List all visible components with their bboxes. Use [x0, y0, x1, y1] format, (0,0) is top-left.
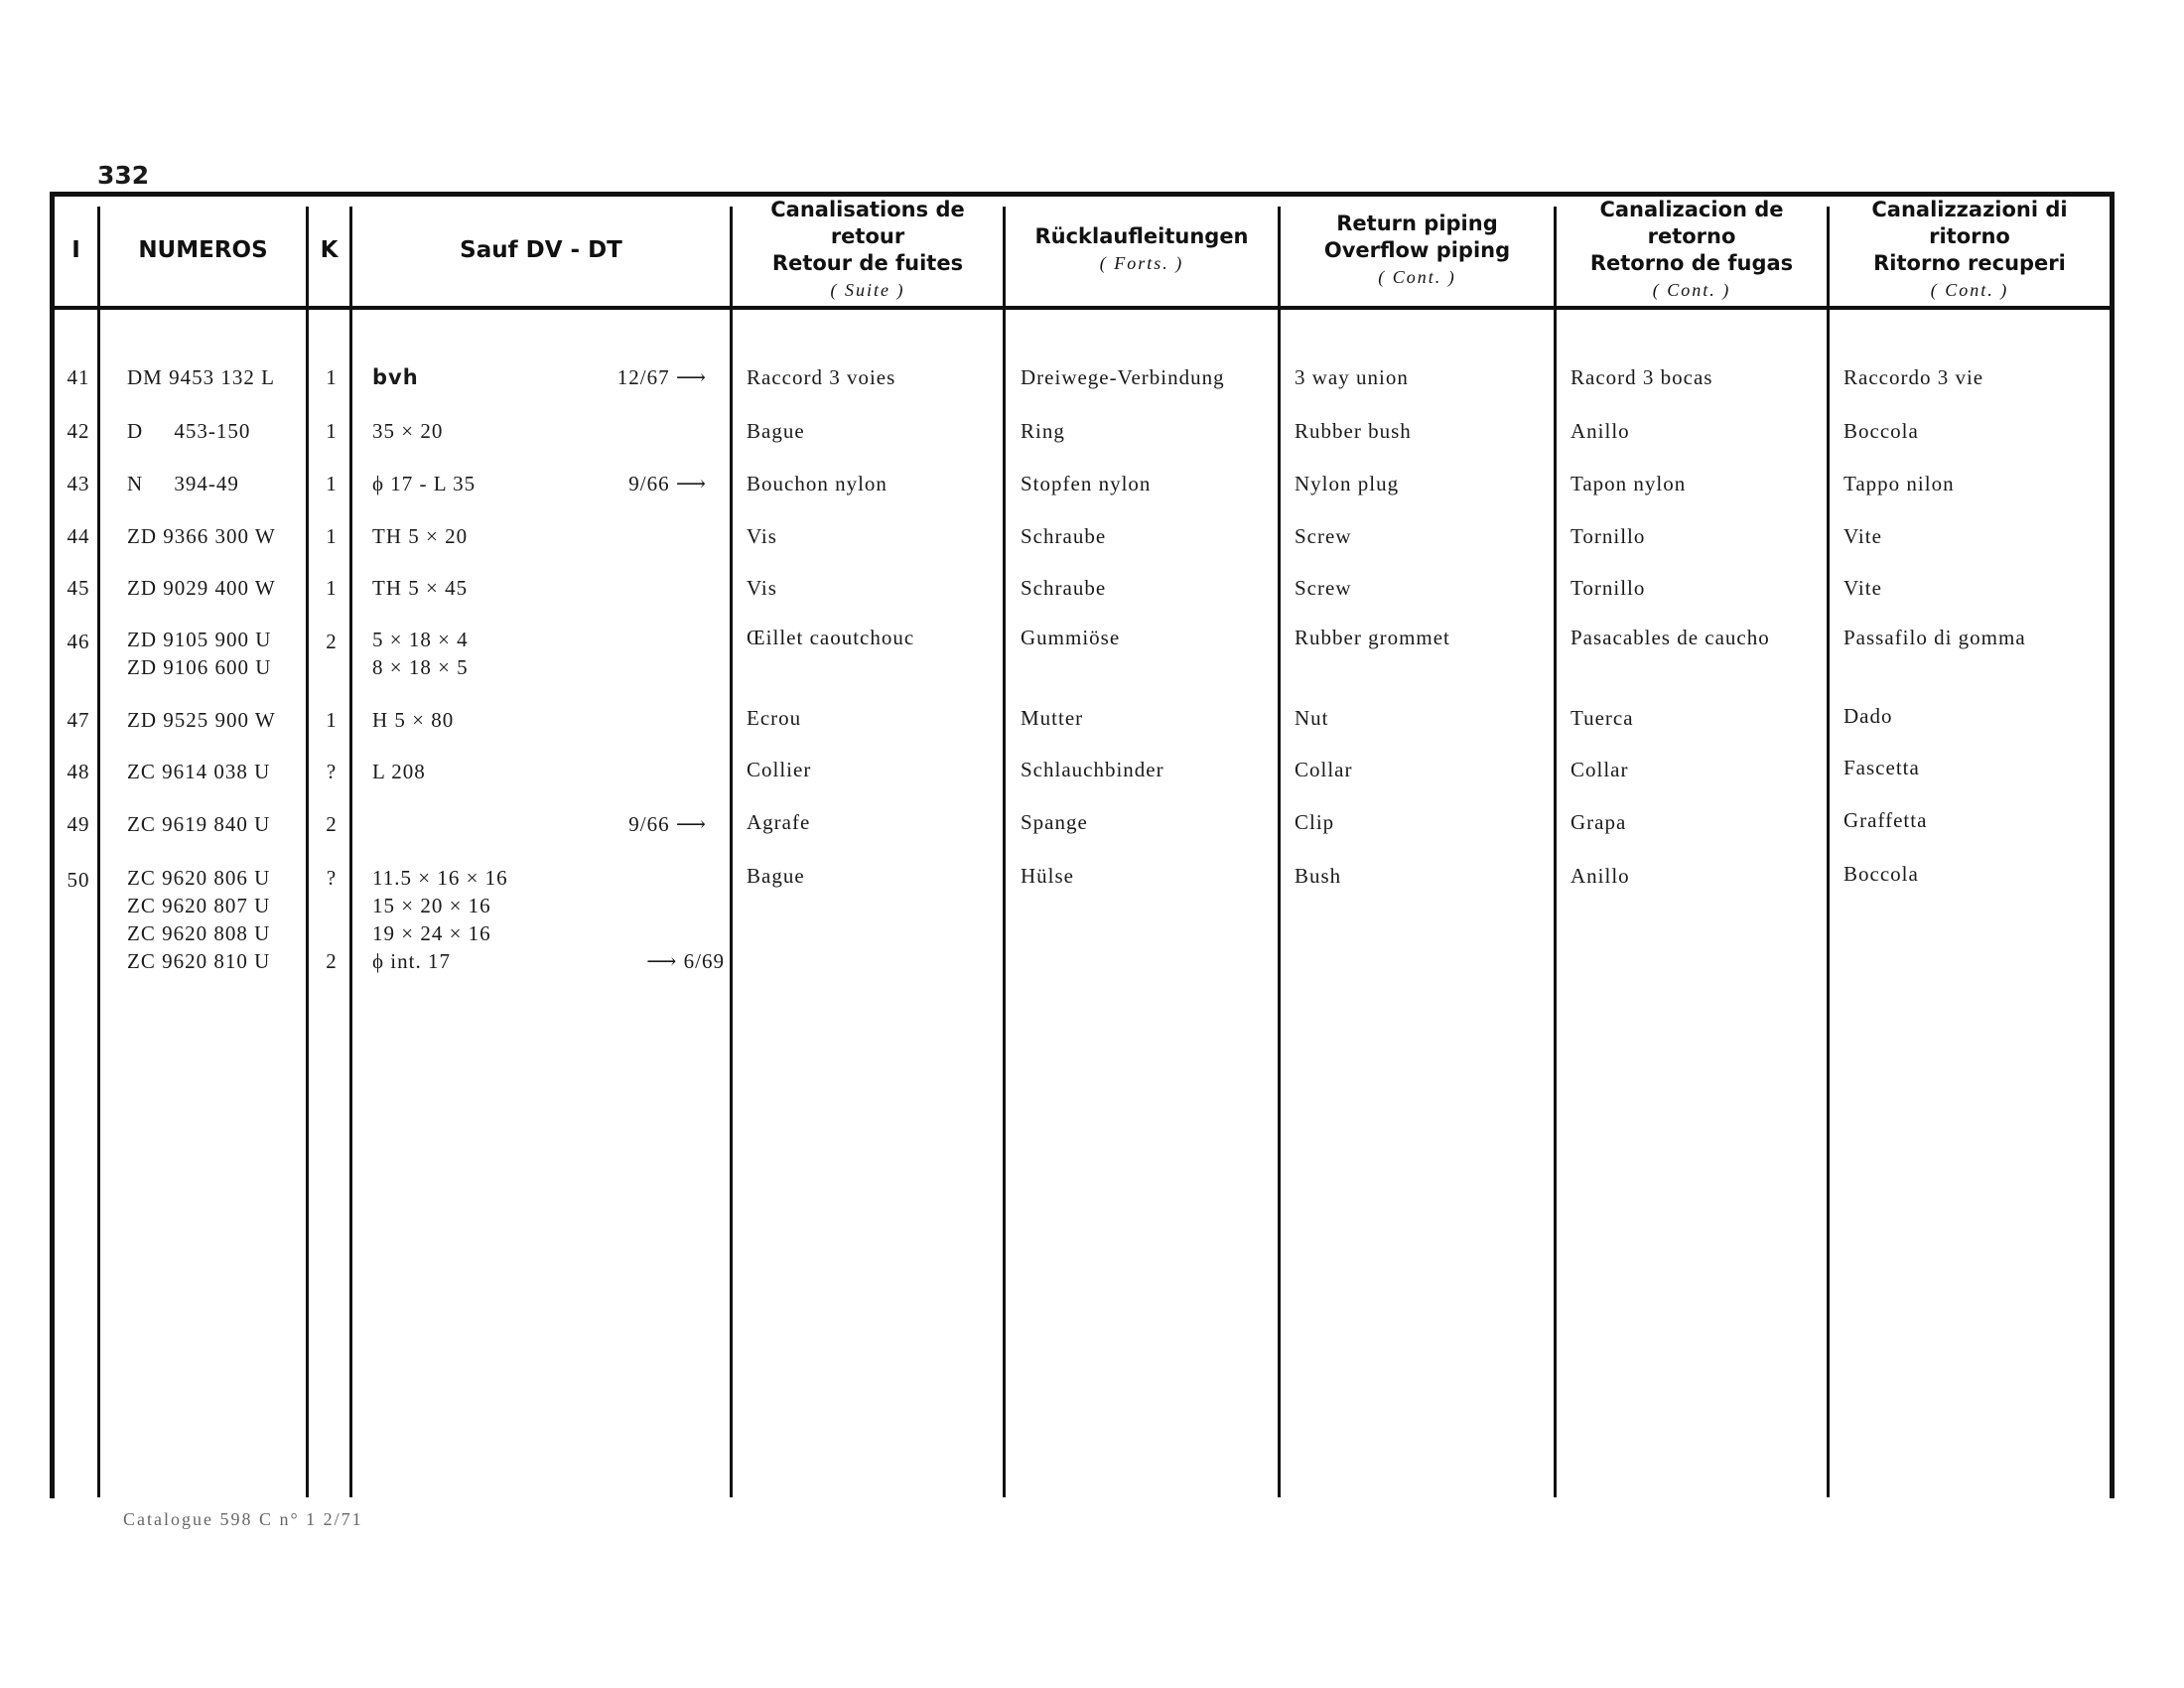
desc-fr: Raccord 3 voies — [747, 365, 896, 389]
header-de: Rücklaufleitungen ( Forts. ) — [1034, 224, 1249, 273]
desc-de: Schlauchbinder — [1021, 758, 1164, 781]
desc-fr: Vis — [747, 524, 777, 548]
header-i: I — [71, 236, 80, 263]
row-index: 46 — [67, 630, 90, 653]
desc-de: Stopfen nylon — [1021, 472, 1152, 495]
quantity: 1 — [326, 419, 338, 443]
row-index: 45 — [67, 576, 90, 600]
quantity: ? — [326, 866, 338, 890]
desc-en: Clip — [1295, 810, 1335, 834]
desc-it: Passafilo di gomma — [1843, 626, 2026, 649]
desc-en: Rubber grommet — [1295, 626, 1450, 649]
part-number: ZD 9106 600 U — [127, 655, 272, 679]
desc-it: Boccola — [1843, 419, 1919, 443]
spec: L 208 — [372, 760, 426, 783]
quantity: 1 — [326, 365, 338, 389]
part-number: ZC 9620 806 U — [127, 866, 271, 890]
quantity: 2 — [326, 630, 338, 653]
row-index: 50 — [67, 868, 90, 892]
desc-es: Grapa — [1570, 810, 1627, 834]
desc-de: Schraube — [1021, 576, 1107, 600]
desc-en: Bush — [1295, 864, 1342, 888]
column-rule — [349, 207, 352, 1497]
desc-it: Vite — [1843, 524, 1882, 548]
desc-it: Tappo nilon — [1843, 472, 1955, 495]
header-fr: Canalisations de retour Retour de fuites ( Suite ) — [770, 198, 965, 300]
header-sauf: Sauf DV - DT — [460, 236, 622, 263]
desc-es: Anillo — [1570, 419, 1630, 443]
column-rule — [1003, 207, 1006, 1497]
spec: 8 × 18 × 5 — [372, 655, 469, 679]
desc-it: Vite — [1843, 576, 1882, 600]
part-number: ZD 9029 400 W — [127, 576, 276, 600]
part-number: ZD 9525 900 W — [127, 708, 276, 732]
desc-fr: Vis — [747, 576, 777, 600]
part-number: ZC 9620 810 U — [127, 949, 271, 973]
desc-fr: Ecrou — [747, 706, 802, 730]
desc-fr: Bague — [747, 419, 805, 443]
desc-de: Hülse — [1021, 864, 1074, 888]
desc-fr: Bague — [747, 864, 805, 888]
desc-fr: Œillet caoutchouc — [747, 626, 915, 649]
date-note: 12/67 ⟶ — [616, 365, 707, 389]
header-it: Canalizzazioni di ritorno Ritorno recuperi ( Cont. ) — [1871, 198, 2068, 300]
desc-de: Spange — [1021, 810, 1088, 834]
header-rule — [50, 306, 2115, 310]
quantity: 1 — [326, 472, 338, 495]
spec: bvh — [372, 365, 419, 389]
column-rule — [306, 207, 309, 1497]
column-rule — [1554, 207, 1557, 1497]
column-rule — [1827, 207, 1830, 1497]
desc-en: Screw — [1295, 524, 1352, 548]
spec: 35 × 20 — [372, 419, 444, 443]
quantity: ? — [326, 760, 338, 783]
spec: 19 × 24 × 16 — [372, 921, 491, 945]
column-rule — [730, 207, 733, 1497]
desc-es: Collar — [1570, 758, 1629, 781]
quantity: 1 — [326, 576, 338, 600]
spec: 5 × 18 × 4 — [372, 628, 469, 651]
desc-es: Tornillo — [1570, 524, 1646, 548]
row-index: 41 — [67, 365, 90, 389]
desc-en: Nut — [1295, 706, 1329, 730]
quantity: 1 — [326, 524, 338, 548]
part-number: D 453-150 — [127, 419, 251, 443]
desc-it: Fascetta — [1843, 756, 1920, 779]
header-es: Canalizacion de retorno Retorno de fugas ( Cont. ) — [1589, 198, 1794, 300]
spec: 15 × 20 × 16 — [372, 894, 491, 917]
date-note: 9/66 ⟶ — [628, 472, 707, 495]
desc-de: Ring — [1021, 419, 1065, 443]
quantity: 1 — [326, 708, 338, 732]
desc-fr: Agrafe — [747, 810, 811, 834]
part-number: ZC 9620 808 U — [127, 921, 271, 945]
date-note: 9/66 ⟶ — [628, 812, 707, 836]
desc-en: Screw — [1295, 576, 1352, 600]
row-index: 47 — [67, 708, 90, 732]
column-rule — [97, 207, 100, 1497]
quantity: 2 — [326, 949, 338, 973]
desc-de: Gummiöse — [1021, 626, 1121, 649]
spec: H 5 × 80 — [372, 708, 455, 732]
part-number: ZC 9620 807 U — [127, 894, 271, 917]
desc-es: Tapon nylon — [1570, 472, 1687, 495]
spec: ϕ 17 - L 35 — [372, 472, 477, 495]
desc-fr: Collier — [747, 758, 812, 781]
desc-es: Tornillo — [1570, 576, 1646, 600]
desc-it: Raccordo 3 vie — [1843, 365, 1984, 389]
desc-en: Nylon plug — [1295, 472, 1400, 495]
desc-es: Racord 3 bocas — [1570, 365, 1713, 389]
desc-en: Rubber bush — [1295, 419, 1412, 443]
desc-de: Schraube — [1021, 524, 1107, 548]
spec: TH 5 × 45 — [372, 576, 469, 600]
desc-en: 3 way union — [1295, 365, 1409, 389]
part-number: ZC 9619 840 U — [127, 812, 271, 836]
spec: TH 5 × 20 — [372, 524, 469, 548]
desc-en: Collar — [1295, 758, 1353, 781]
part-number: N 394-49 — [127, 472, 239, 495]
desc-de: Dreiwege-Verbindung — [1021, 365, 1225, 389]
page-number: 332 — [97, 161, 150, 190]
catalogue-footer: Catalogue 598 C n° 1 2/71 — [123, 1509, 363, 1529]
desc-es: Pasacables de caucho — [1570, 626, 1770, 649]
header-k: K — [320, 236, 339, 263]
row-index: 43 — [67, 472, 90, 495]
spec: ϕ int. 17 — [372, 949, 451, 973]
row-index: 48 — [67, 760, 90, 783]
row-index: 42 — [67, 419, 90, 443]
row-index: 49 — [67, 812, 90, 836]
desc-de: Mutter — [1021, 706, 1084, 730]
date-note: ⟶ 6/69 — [646, 949, 725, 973]
part-number: ZC 9614 038 U — [127, 760, 271, 783]
row-index: 44 — [67, 524, 90, 548]
desc-es: Tuerca — [1570, 706, 1634, 730]
desc-it: Dado — [1843, 704, 1893, 728]
desc-it: Boccola — [1843, 862, 1919, 886]
part-number: DM 9453 132 L — [127, 365, 275, 389]
quantity: 2 — [326, 812, 338, 836]
header-en: Return piping Overflow piping ( Cont. ) — [1323, 211, 1511, 287]
header-numeros: NUMEROS — [138, 236, 268, 263]
spec: 11.5 × 16 × 16 — [372, 866, 508, 890]
desc-it: Graffetta — [1843, 808, 1928, 832]
part-number: ZD 9105 900 U — [127, 628, 272, 651]
desc-es: Anillo — [1570, 864, 1630, 888]
column-rule — [1278, 207, 1281, 1497]
part-number: ZD 9366 300 W — [127, 524, 276, 548]
desc-fr: Bouchon nylon — [747, 472, 887, 495]
